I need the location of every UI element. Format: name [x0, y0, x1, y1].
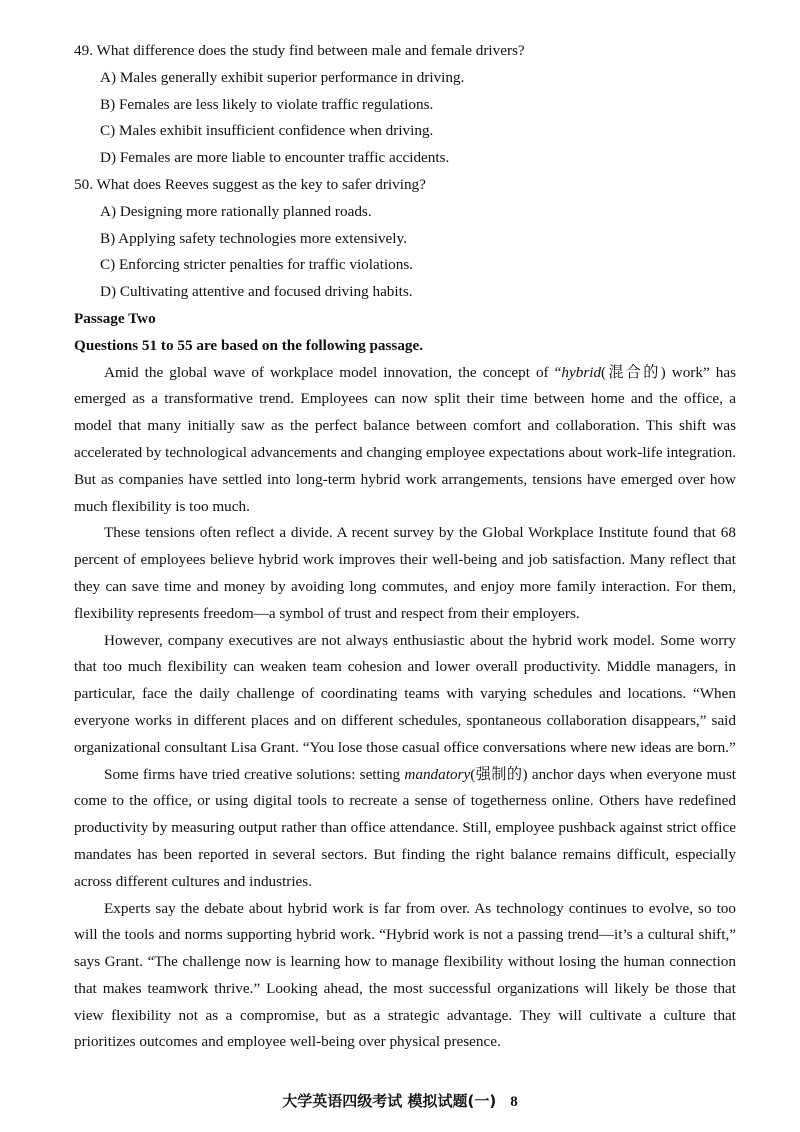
- option-d: D) Cultivating attentive and focused driving habits.: [100, 283, 413, 301]
- question-49: [74, 38, 736, 172]
- option-a: A) Males generally exhibit superior performance in driving.: [100, 68, 465, 86]
- paragraph-2: These tensions often reflect a divide. A recent survey by the Global Workplace Institute found that 68 percent of employees believe hybrid work improves their well-being and job satisfaction. Many reflect that they can save time and money by avoiding long commutes, and enjoy more family interaction. For them, flexibility represents freedom—a symbol of trust and respect from their employers.: [74, 524, 736, 622]
- gloss: (强制的): [470, 765, 528, 783]
- option-c: C) Males exhibit insufficient confidence when driving.: [100, 122, 434, 140]
- option-c: C) Enforcing stricter penalties for traffic violations.: [100, 256, 414, 274]
- paragraph-4: [74, 762, 736, 896]
- paragraph-text: work” has emerged as a transformative trend. Employees can now split their time between home and the office, a model that many initially saw as the perfect balance between comfort and collaboration. This shift was accelerated by technological advancements and changing employee expectations about work-life integration. But as companies have settled into long-term hybrid work arrangements, tensions have emerged over how much flexibility is too much.: [74, 363, 736, 515]
- option-a: A) Designing more rationally planned roads.: [100, 202, 372, 220]
- gloss: (混合的): [601, 363, 666, 381]
- option-b: B) Applying safety technologies more extensively.: [100, 229, 407, 247]
- passage-instruction: Questions 51 to 55 are based on the following passage.: [74, 336, 424, 354]
- paragraph-1: [74, 360, 736, 521]
- option-d: D) Females are more liable to encounter traffic accidents.: [100, 149, 450, 167]
- page-footer: [0, 1090, 800, 1111]
- glossed-term: hybrid: [561, 363, 602, 381]
- paragraph-text: Some firms have tried creative solutions: setting: [104, 765, 405, 783]
- page-number: 8: [510, 1094, 518, 1110]
- exam-title: 大学英语四级考试 模拟试题(一): [282, 1092, 497, 1110]
- passage-title: Passage Two: [74, 309, 156, 327]
- question-50: [74, 172, 736, 306]
- paragraph-5: Experts say the debate about hybrid work is far from over. As technology continues to evolve, so too will the tools and norms supporting hybrid work. “Hybrid work is not a passing trend—it’s a cultural shift,” says Grant. “The challenge now is learning how to manage flexibility without losing the human connection that makes teamwork thrive.” Looking ahead, the most successful organizations will likely be those that view flexibility not as a compromise, but as a strategic advantage. They will cultivate a culture that prioritizes outcomes and employee well-being over physical presence.: [74, 899, 736, 1051]
- option-b: B) Females are less likely to violate traffic regulations.: [100, 95, 434, 113]
- paragraph-text: anchor days when everyone must come to the office, or using digital tools to recreate a sense of togetherness online. Others have redefined productivity by measuring output rather than office attendance. Still, employee pushback against strict office mandates has been reported in several sectors. But finding the right balance remains difficult, especially across different cultures and industries.: [74, 765, 737, 890]
- question-stem: 50. What does Reeves suggest as the key to safer driving?: [74, 175, 426, 193]
- paragraph-3: However, company executives are not always enthusiastic about the hybrid work model. Some worry that too much flexibility can weaken team cohesion and lower overall productivity. Middle managers, in particular, face the daily challenge of coordinating teams with varying schedules and locations. “When everyone works in different places and on different schedules, spontaneous collaboration disappears,” said organizational consultant Lisa Grant. “You lose those casual office conversations where new ideas are born.”: [74, 631, 736, 756]
- glossed-term: mandatory: [404, 765, 471, 783]
- question-stem: 49. What difference does the study find between male and female drivers?: [74, 42, 525, 59]
- paragraph-text: Amid the global wave of workplace model innovation, the concept of “: [104, 363, 562, 381]
